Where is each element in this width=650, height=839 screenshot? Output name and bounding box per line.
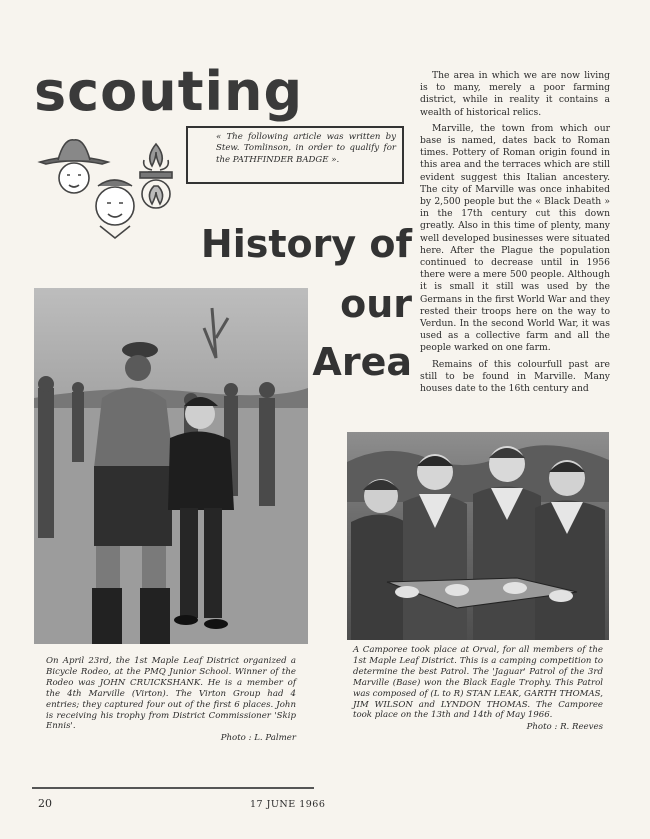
article-paragraph: The area in which we are now living is to many, merely a poor farming district, while in reality it contains a wealth of historical relics. xyxy=(420,70,610,118)
section-title: scouting xyxy=(34,60,304,123)
bicycle-rodeo-photo xyxy=(34,288,308,644)
photo-caption-left xyxy=(46,656,296,744)
headline-line-1: History of xyxy=(200,222,412,266)
caption-text: A Camporee took place at Orval, for all members of the 1st Maple Leaf District. This is a camping competition to determine the best Patrol. The 'Jaguar' Patrol of the 3rd Marville (Base) won the Black Eagle Trophy. This Patrol was composed of (L to R) STAN LEAK, GARTH THOMAS, JIM WILSON and LYNDON THOMAS. The Camporee took place on the 13th and 14th of May 1966. xyxy=(353,645,603,721)
scout-emblem-drawing xyxy=(34,134,182,242)
headline-line-3: Area xyxy=(312,340,412,384)
issue-date: 17 JUNE 1966 xyxy=(250,799,326,810)
camporee-patrol-photo xyxy=(347,432,609,640)
article-paragraph: Remains of this colourfull past are still to be found in Marville. Many houses date to the 16th century and xyxy=(420,358,610,395)
photo-credit: Photo : L. Palmer xyxy=(220,733,296,744)
page-number: 20 xyxy=(38,797,52,810)
photo-credit: Photo : R. Reeves xyxy=(526,722,603,733)
article-column xyxy=(420,70,610,399)
photo-caption-right xyxy=(353,645,603,733)
article-paragraph: Marville, the town from which our base is named, dates back to Roman times. Pottery of Roman origin found in this area and the terraces which are still evident suggest this Italian ancestery. The city of Marville was once inhabited by 2,500 people but the « Black Death » in the 17th century cut this down greatly. Also in this time of plenty, many well developed businesses were situated here. After the Plague the population continued to decrease until in 1956 there were a mere 500 people. Although it is small it still was used by the Germans in the first World War and they rested their troops here on the way to Verdun. In the second World War, it was used as a collective farm and all the people warked on one farm. xyxy=(420,122,610,354)
caption-text: On April 23rd, the 1st Maple Leaf District organized a Bicycle Rodeo, at the PMQ Junior School. Winner of the Rodeo was JOHN CRUICKSHANK. He is a member of the 4th Marville (Virton). The Virton Group had 4 entries; they captured four out of the first 6 places. John is receiving his trophy from District Commissioner 'Skip Ennis'. xyxy=(46,656,296,732)
intro-note-box: « The following article was written by Stew. Tomlinson, in order to qualify for the PATHFINDER BADGE ». xyxy=(186,126,404,184)
headline-line-2: our xyxy=(340,282,412,326)
footer-rule xyxy=(32,787,314,789)
